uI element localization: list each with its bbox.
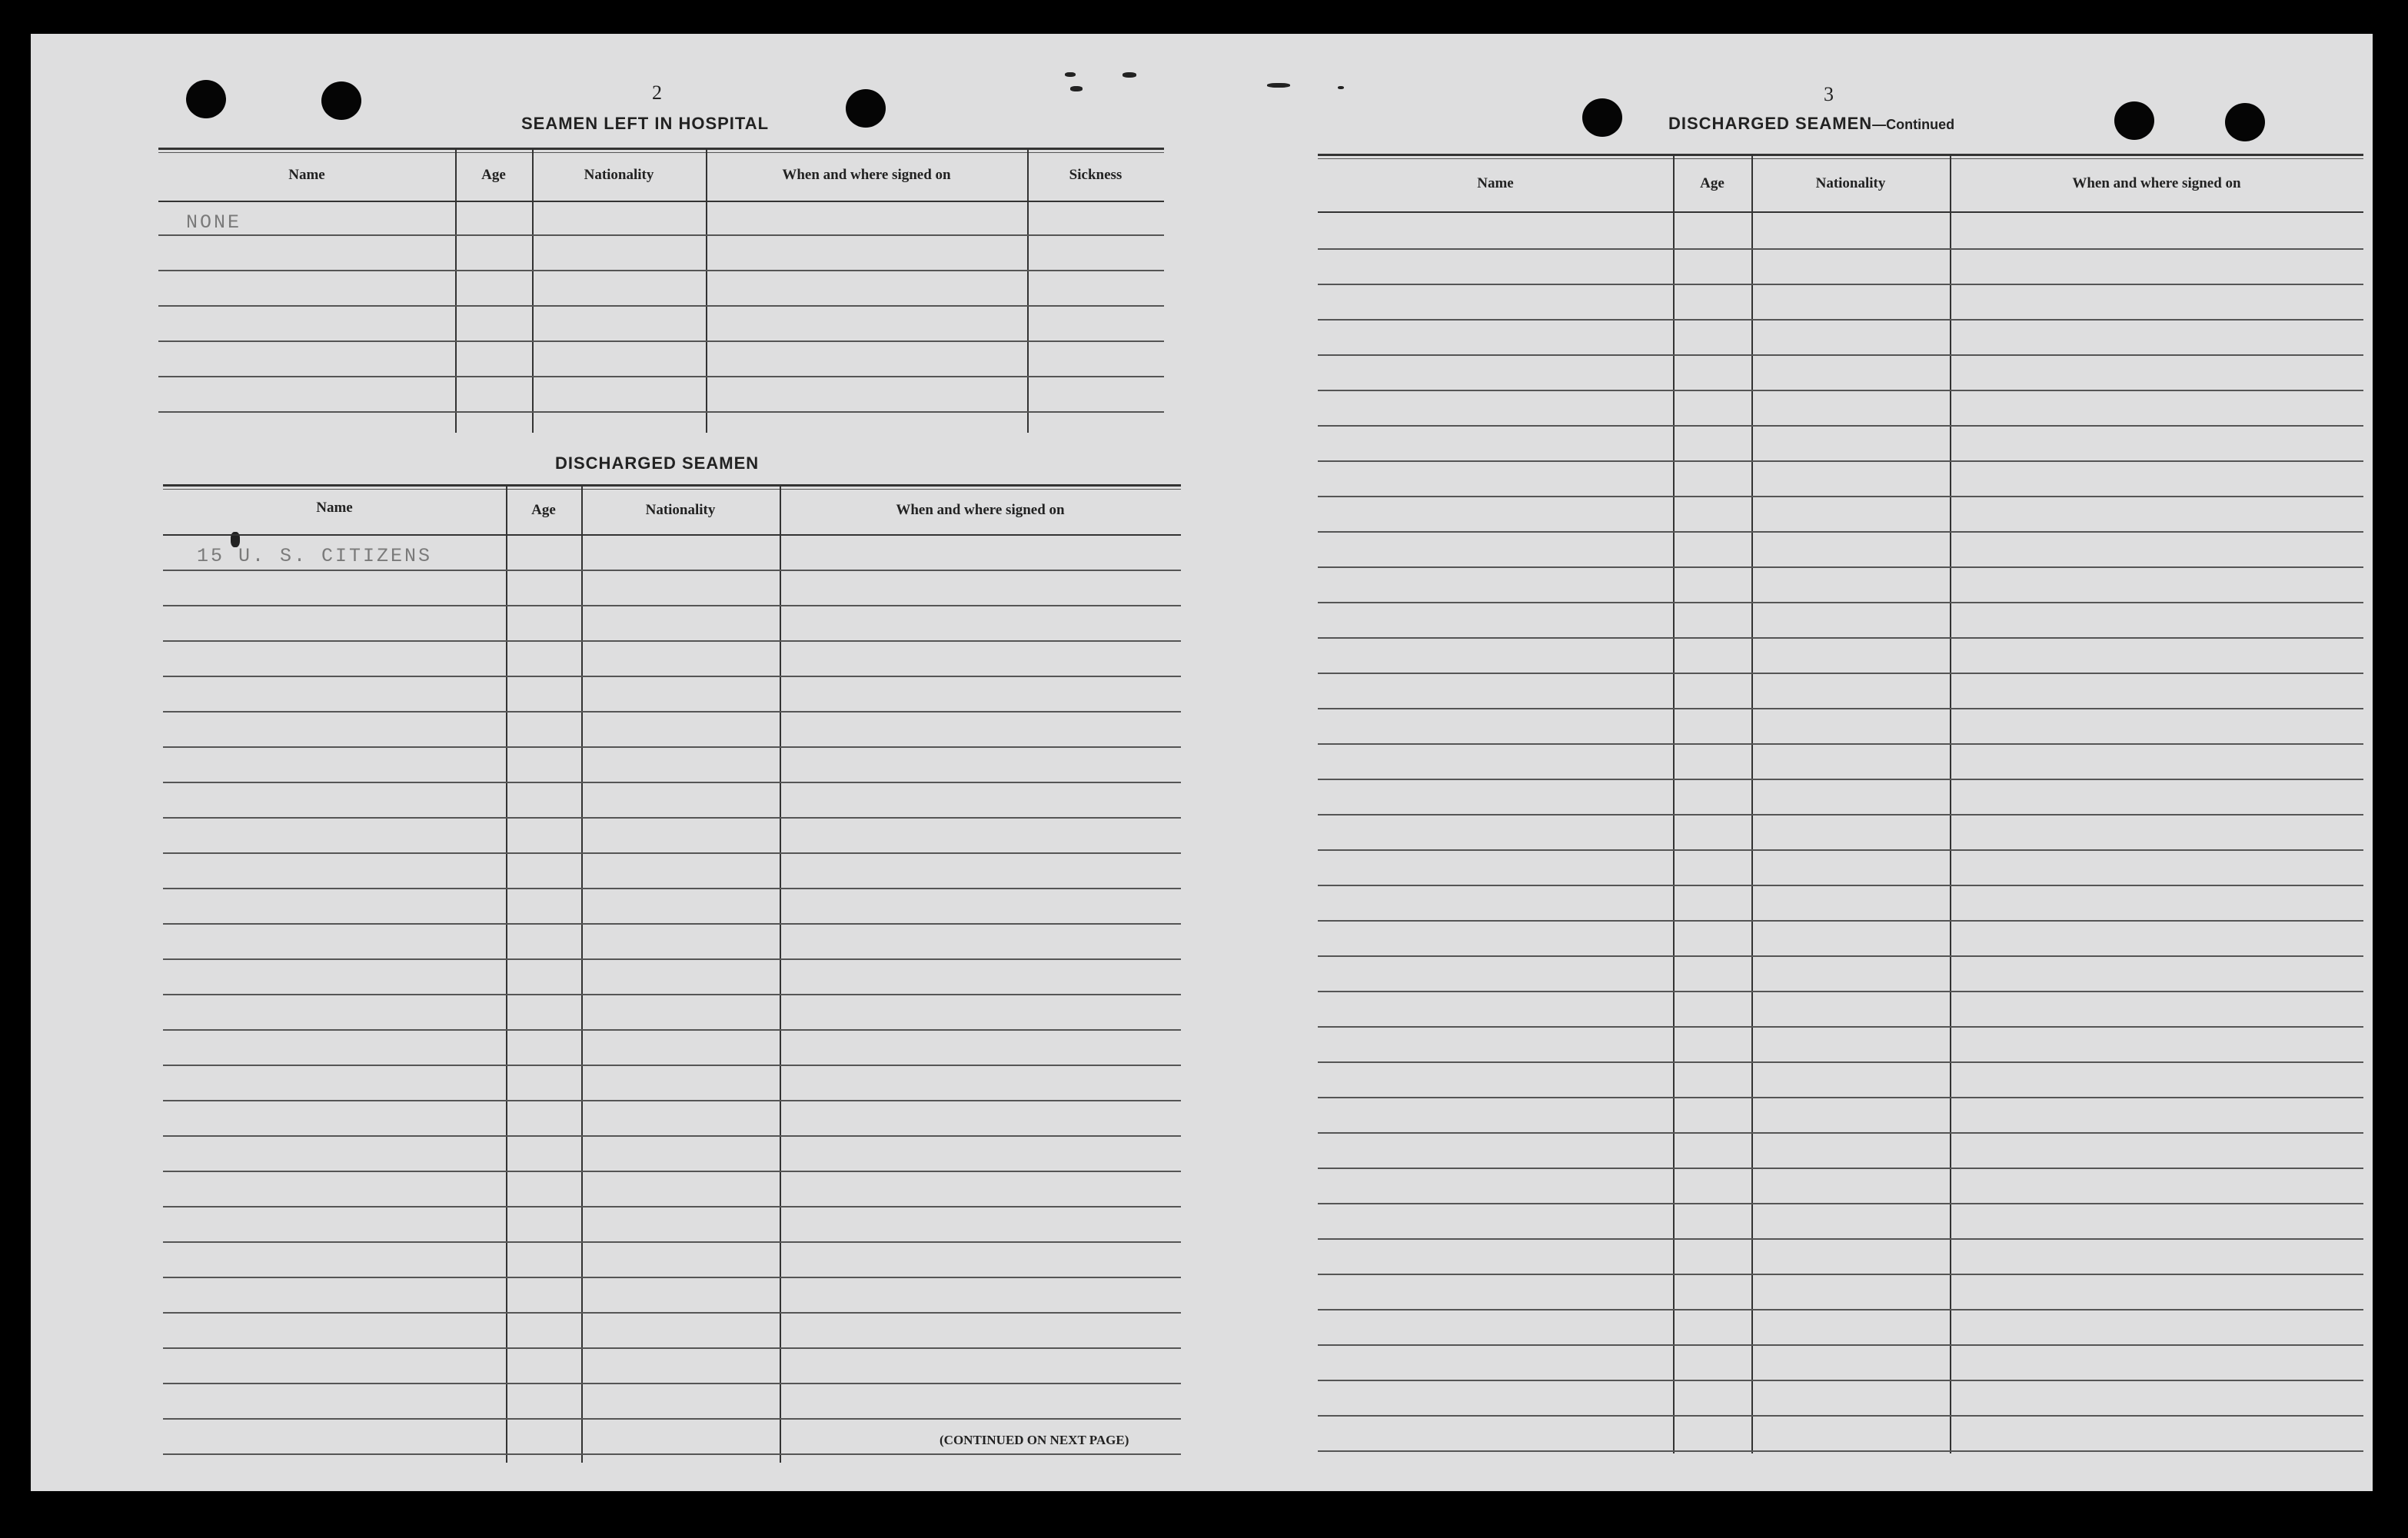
scan-speck [1123,72,1136,78]
ruled-line [163,1241,1181,1243]
ruled-line [163,1277,1181,1278]
ruled-line [1318,1061,2363,1063]
ruled-line [1318,673,2363,674]
continued-table-header [1318,156,2363,213]
punch-hole [846,89,886,128]
header-when-where: When and where signed on [782,167,951,183]
ruled-line [163,605,1181,606]
ruled-line [163,676,1181,677]
discharged-entry: 15 U. S. CITIZENS [197,545,433,567]
column-divider [780,487,781,1463]
ruled-line [163,888,1181,889]
header-name: Name [316,500,353,516]
continued-note: (CONTINUED ON NEXT PAGE) [940,1433,1129,1447]
ruled-line [1318,390,2363,391]
ruled-line [163,1312,1181,1314]
column-divider [1673,156,1675,1453]
punch-hole [321,81,361,120]
ruled-line [1318,284,2363,285]
ruled-line [1318,1415,2363,1417]
discharged-section-title: DISCHARGED SEAMEN [555,453,760,473]
ruled-line [1318,708,2363,709]
page-number-left: 2 [652,81,662,104]
scan-speck [1070,86,1083,91]
hospital-section-title: SEAMEN LEFT IN HOSPITAL [521,114,770,133]
scan-speck [1338,86,1344,89]
ruled-line [163,746,1181,748]
header-name: Name [1477,175,1514,191]
ruled-line [1318,1097,2363,1098]
ruled-line [1318,1309,2363,1310]
header-age: Age [1700,175,1725,191]
column-divider [706,150,707,433]
ruled-line [1318,920,2363,922]
header-name: Name [288,167,325,183]
ruled-line [163,923,1181,925]
ruled-line [1318,743,2363,745]
ruled-line [1318,849,2363,851]
ruled-line [163,1418,1181,1420]
ruled-line [1318,1026,2363,1028]
punch-hole [186,80,226,118]
header-nationality: Nationality [584,167,654,183]
header-age: Age [531,502,556,518]
ruled-line [1318,354,2363,356]
ruled-line [163,1100,1181,1101]
ruled-line [163,1029,1181,1031]
ruled-line [163,1065,1181,1066]
ruled-line [1318,425,2363,427]
ruled-line [163,1383,1181,1384]
ruled-line [158,270,1164,271]
ruled-line [1318,637,2363,639]
ruled-line [158,376,1164,377]
ruled-line [1318,1238,2363,1240]
ruled-line [163,1347,1181,1349]
column-divider [1027,150,1029,433]
header-sickness: Sickness [1069,167,1123,183]
ruled-line [1318,319,2363,321]
hospital-entry: NONE [186,211,242,234]
title-suffix: —Continued [1872,117,1955,132]
ruled-line [163,958,1181,960]
ruled-line [163,1135,1181,1137]
ruled-line [163,817,1181,819]
discharged-table [163,484,1181,1463]
discharged-continued-table [1318,154,2363,1453]
scan-speck [1065,72,1076,77]
column-divider [455,150,457,433]
punch-hole [1582,98,1622,137]
column-divider [532,150,534,433]
ruled-line [163,1453,1181,1455]
ruled-line [163,994,1181,995]
ruled-line [158,411,1164,413]
header-when-where: When and where signed on [2072,175,2241,191]
ruled-line [1318,496,2363,497]
ruled-line [158,305,1164,307]
punch-hole [2225,103,2265,141]
punch-hole [2114,101,2154,140]
ruled-line [163,1171,1181,1172]
column-divider [506,487,507,1463]
ruled-line [163,852,1181,854]
ruled-line [1318,531,2363,533]
ruled-line [1318,1450,2363,1452]
continued-section-title [1668,114,1954,134]
ruled-line [1318,602,2363,603]
ruled-line [1318,1344,2363,1346]
ruled-line [163,640,1181,642]
ruled-line [158,340,1164,342]
ruled-line [1318,1203,2363,1204]
ruled-line [1318,566,2363,568]
ruled-line [1318,1168,2363,1169]
hospital-table-header [158,150,1164,202]
ruled-line [1318,779,2363,780]
header-nationality: Nationality [645,502,716,518]
ruled-line [1318,991,2363,992]
ruled-line [163,1206,1181,1207]
ruled-line [1318,955,2363,957]
ruled-line [1318,1380,2363,1381]
ruled-line [1318,1132,2363,1134]
ruled-line [163,570,1181,571]
title-main: DISCHARGED SEAMEN [1668,114,1873,133]
column-divider [1751,156,1753,1453]
page-number-right: 3 [1824,83,1834,105]
ruled-line [158,234,1164,236]
header-age: Age [481,167,506,183]
column-divider [1950,156,1951,1453]
scan-speck [1267,83,1290,88]
ruled-line [1318,1274,2363,1275]
ruled-line [163,782,1181,783]
ruled-line [163,711,1181,713]
column-divider [581,487,583,1463]
ruled-line [1318,248,2363,250]
header-when-where: When and where signed on [896,502,1065,518]
header-nationality: Nationality [1815,175,1886,191]
discharged-table-header [163,487,1181,536]
document-spread [31,34,2373,1491]
ruled-line [1318,460,2363,462]
hospital-table [158,148,1164,433]
ruled-line [1318,885,2363,886]
ruled-line [1318,814,2363,816]
